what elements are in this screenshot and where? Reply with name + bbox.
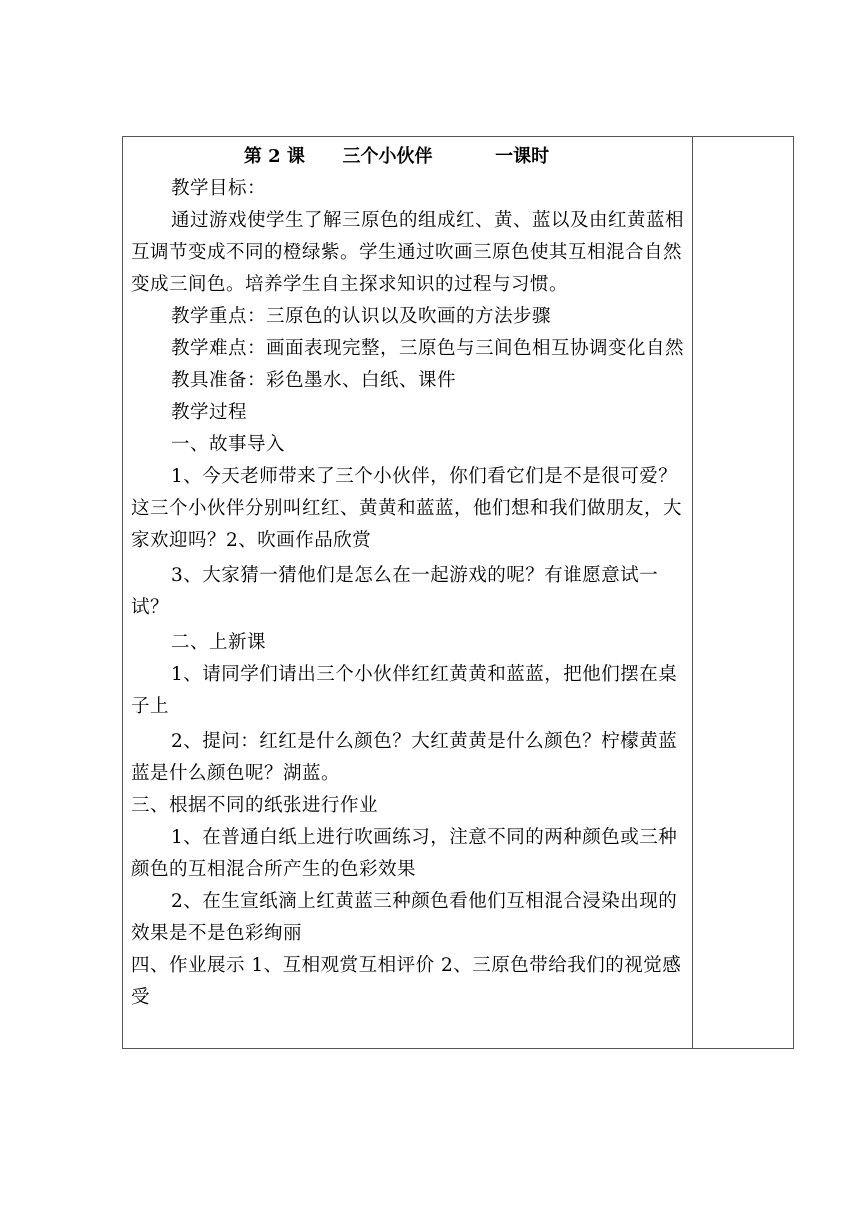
section-2-item-2: 2、提问：红红是什么颜色？大红黄黄是什么颜色？柠檬黄蓝蓝是什么颜色呢？湖蓝。 [131, 731, 678, 784]
lesson-title: 第 2 课 三个小伙伴 一课时 [243, 146, 550, 167]
objectives-heading: 教学目标： [171, 178, 267, 199]
section-3-heading: 三、根据不同的纸张进行作业 [131, 795, 379, 816]
section-3-item-1: 1、在普通白纸上进行吹画练习，注意不同的两种颜色或三种颜色的互相混合所产生的色彩效果 [131, 827, 678, 880]
section-1-heading: 一、故事导入 [171, 434, 286, 455]
section-1-item-3: 3、大家猜一猜他们是怎么在一起游戏的呢？有谁愿意试一试？ [131, 565, 659, 618]
section-2-item-1: 1、请同学们请出三个小伙伴红红黄黄和蓝蓝，把他们摆在桌子上 [131, 664, 678, 717]
column-divider [692, 137, 693, 1048]
section-2-heading: 二、上新课 [171, 632, 267, 653]
materials: 教具准备：彩色墨水、白纸、课件 [171, 370, 457, 391]
lesson-content-cell [131, 141, 686, 1014]
process-heading: 教学过程 [171, 402, 248, 423]
section-3-item-2: 2、在生宣纸滴上红黄蓝三种颜色看他们互相混合浸染出现的效果是不是色彩绚丽 [131, 891, 678, 944]
objectives-text: 通过游戏使学生了解三原色的组成红、黄、蓝以及由红黄蓝相互调节变成不同的橙绿紫。学生通过吹画三原色使其互相混合自然变成三间色。培养学生自主探求知识的过程与习惯。 [131, 210, 685, 295]
section-1-item-1: 1、今天老师带来了三个小伙伴，你们看它们是不是很可爱？这三个小伙伴分别叫红红、黄黄和蓝蓝，他们想和我们做朋友，大家欢迎吗？2、吹画作品欣赏 [131, 466, 683, 551]
difficulties: 教学难点：画面表现完整，三原色与三间色相互协调变化自然 [171, 338, 685, 359]
lesson-table [122, 136, 794, 1049]
section-4-text: 四、作业展示 1、互相观赏互相评价 2、三原色带给我们的视觉感受 [131, 955, 682, 1008]
key-points: 教学重点：三原色的认识以及吹画的方法步骤 [171, 306, 552, 327]
